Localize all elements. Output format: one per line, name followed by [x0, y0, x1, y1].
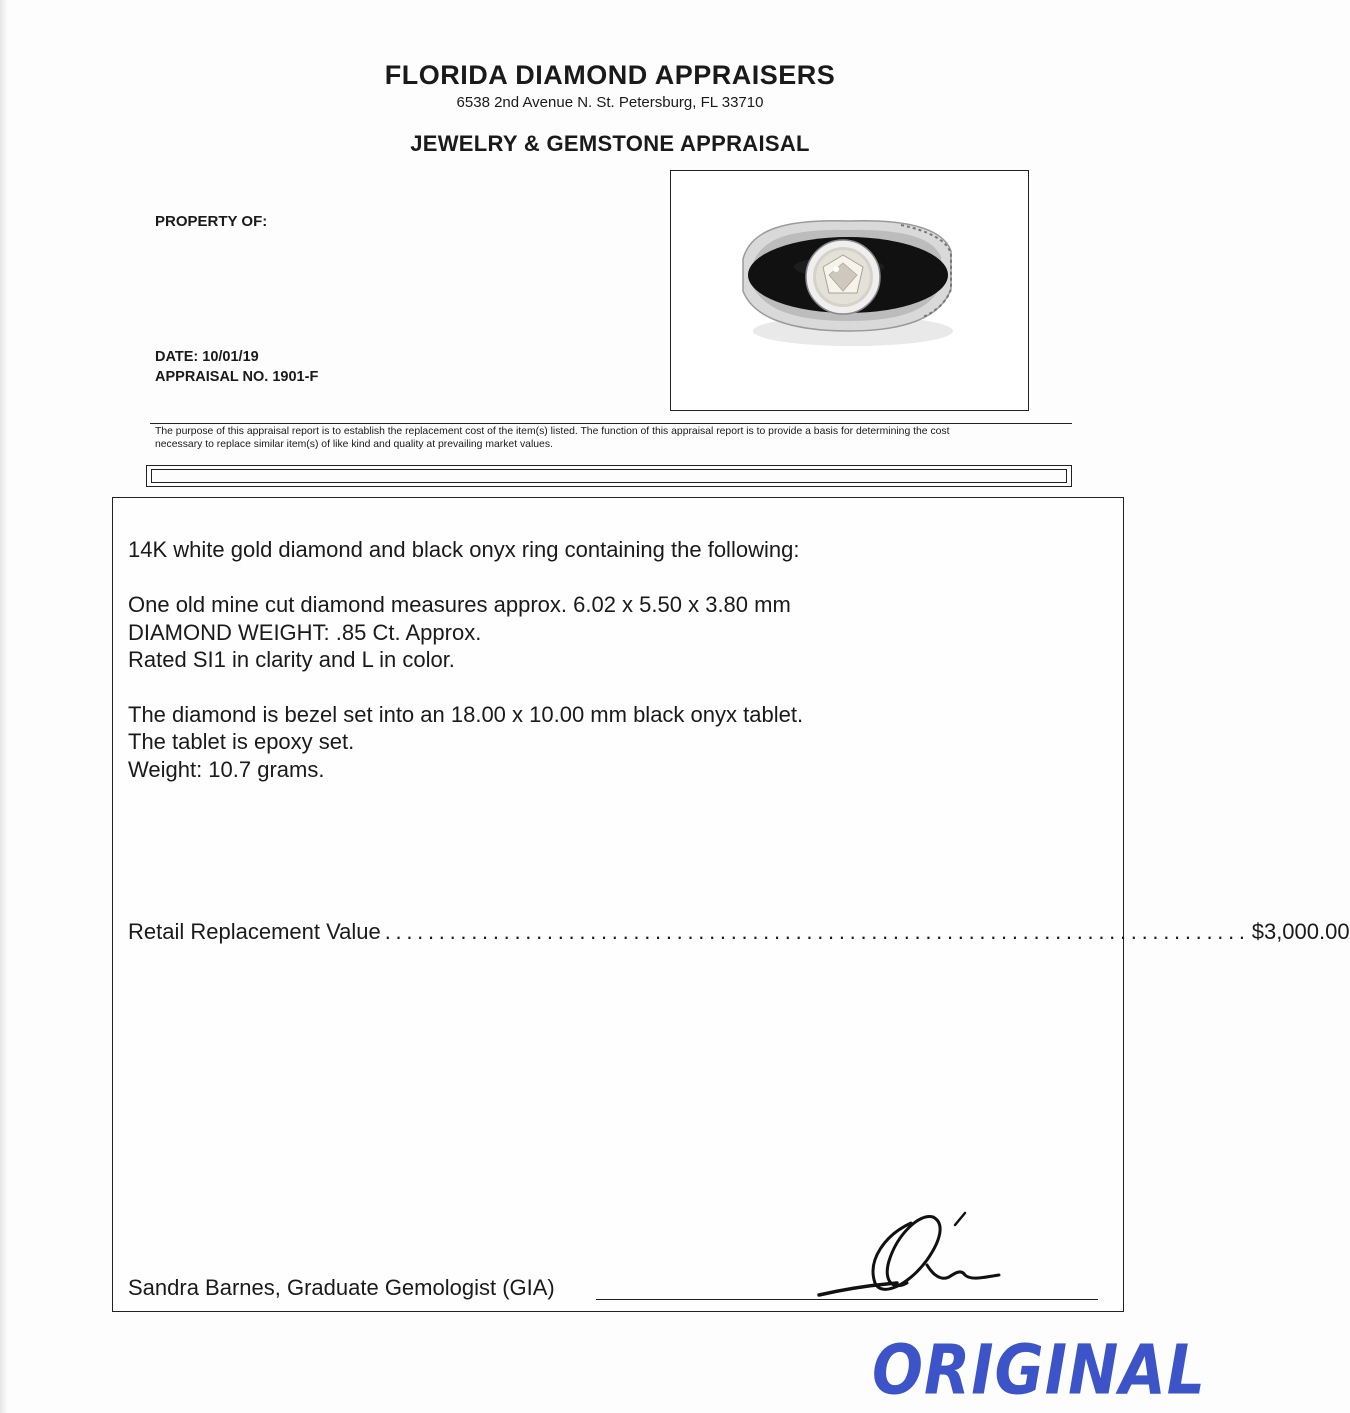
- purpose-statement: [155, 426, 1070, 451]
- item-intro: 14K white gold diamond and black onyx ring containing the following:: [128, 537, 800, 562]
- appraisal-number: APPRAISAL NO. 1901-F: [155, 369, 319, 385]
- diamond-measurements: One old mine cut diamond measures approx. 6.02 x 5.50 x 3.80 mm: [128, 592, 791, 617]
- purpose-top-rule: [150, 423, 1072, 424]
- signature-line: [596, 1299, 1098, 1300]
- property-of-label: PROPERTY OF:: [155, 213, 268, 230]
- document-title: JEWELRY & GEMSTONE APPRAISAL: [410, 131, 810, 156]
- dot-leader: ................................................................................: [384, 919, 1250, 944]
- scan-edge: [0, 0, 8, 1413]
- diamond-weight: DIAMOND WEIGHT: .85 Ct. Approx.: [128, 620, 482, 645]
- company-name: FLORIDA DIAMOND APPRAISERS: [384, 60, 836, 90]
- total-weight: Weight: 10.7 grams.: [128, 757, 325, 782]
- original-stamp: ORIGINAL: [872, 1330, 1206, 1411]
- diamond-rating: Rated SI1 in clarity and L in color.: [128, 647, 455, 672]
- tablet-setting: The tablet is epoxy set.: [128, 729, 355, 754]
- retail-value-amount: $3,000.00: [1251, 919, 1350, 944]
- retail-value-label: Retail Replacement Value: [128, 919, 381, 944]
- company-address: 6538 2nd Avenue N. St. Petersburg, FL 33710: [456, 94, 764, 111]
- setting-description: The diamond is bezel set into an 18.00 x 10.00 mm black onyx tablet.: [128, 702, 804, 727]
- purpose-line-1: The purpose of this appraisal report is to establish the replacement cost of the item(s) listed. The function of this appraisal report is to provide a basis for determining the cost: [155, 426, 950, 437]
- appraiser-name: Sandra Barnes, Graduate Gemologist (GIA): [128, 1275, 555, 1300]
- signature: [815, 1205, 1015, 1310]
- purpose-line-2: necessary to replace similar item(s) of like kind and quality at prevailing market values.: [155, 438, 553, 450]
- appraisal-date: DATE: 10/01/19: [155, 349, 259, 365]
- ring-photo: [671, 171, 1028, 410]
- ring-photo-box: [670, 170, 1029, 411]
- double-rule-box: [146, 465, 1072, 487]
- retail-value-row: [128, 919, 1350, 949]
- double-rule-inner: [151, 469, 1067, 483]
